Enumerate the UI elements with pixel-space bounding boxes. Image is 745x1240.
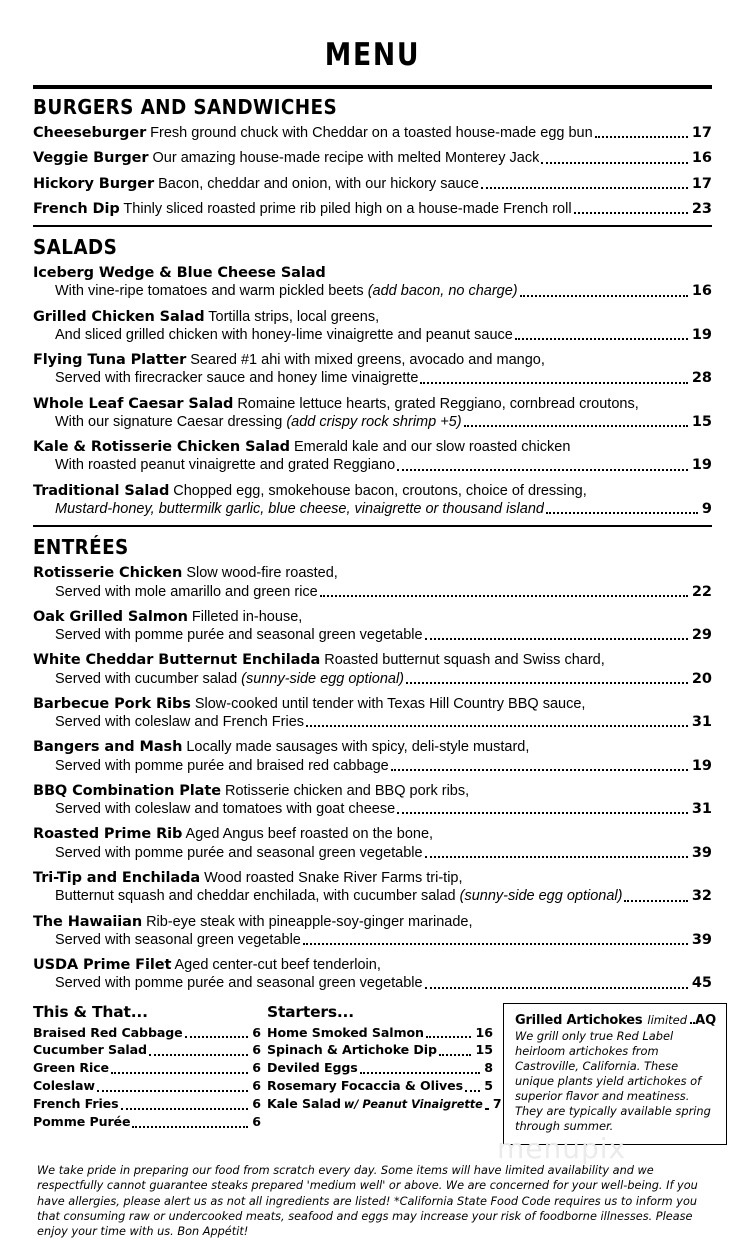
menu-item (33, 149, 712, 167)
starter-item-name: Deviled Eggs (267, 1060, 358, 1076)
menu-item-text (33, 369, 418, 387)
menu-item-text (33, 913, 473, 931)
menu-item-description: Fresh ground chuck with Cheddar on a toasted house-made egg bun (150, 125, 593, 141)
menu-item-line (33, 974, 712, 992)
menu-item-text (33, 264, 326, 282)
side-item-price: 6 (252, 1060, 261, 1076)
menu-item-line (33, 564, 712, 582)
menu-item-description: Seared #1 ahi with mixed greens, avocado and mango, (190, 352, 545, 369)
leader-dots (185, 1035, 249, 1038)
starter-item-row (267, 1024, 493, 1042)
menu-item-description: With roasted peanut vinaigrette and grated Reggiano (55, 457, 396, 474)
leader-dots (132, 1125, 248, 1128)
menu-item-line (33, 626, 712, 644)
menu-item-description: Rib-eye steak with pineapple-soy-ginger marinade, (146, 913, 473, 930)
menu-item-description: Served with pomme purée and seasonal green vegetable (55, 975, 423, 992)
leader-dots (149, 1053, 248, 1056)
menu-item-price: 22 (691, 583, 712, 600)
menu-item-text (33, 500, 544, 518)
leader-dots (607, 665, 708, 666)
menu-item-text (33, 757, 389, 775)
leader-dots (97, 1089, 248, 1092)
menu-item-name: Tri-Tip and Enchilada (33, 869, 201, 886)
leader-dots (465, 1089, 480, 1092)
menu-item-description: Chopped egg, smokehouse bacon, croutons, choice of dressing, (173, 482, 587, 499)
leader-dots (481, 186, 688, 189)
menu-item (33, 695, 712, 732)
menu-item-price: 17 (691, 175, 712, 192)
menu-item-line (33, 757, 712, 775)
grilled-artichokes-box (503, 1003, 727, 1145)
feature-title-row (515, 1013, 716, 1028)
menu-item-price: 17 (691, 125, 712, 141)
menu-item-price: 31 (691, 714, 712, 731)
menu-item-text (33, 438, 570, 456)
menu-item-name: Flying Tuna Platter (33, 352, 187, 369)
menu-item-description: Served with coleslaw and French Fries (55, 714, 305, 731)
leader-dots (340, 578, 708, 579)
starter-item-price: 15 (475, 1042, 493, 1058)
starters-column (261, 1002, 502, 1113)
leader-dots (320, 594, 688, 597)
menu-item-text (33, 308, 379, 326)
menu-section (33, 225, 712, 518)
section-divider (33, 85, 712, 89)
menu-item-name: BBQ Combination Plate (33, 782, 221, 799)
page-title: MENU (324, 37, 421, 73)
menu-item-text (33, 974, 423, 992)
menu-item-name: Roasted Prime Rib (33, 826, 183, 843)
menu-item-line (33, 583, 712, 601)
menu-item-text (33, 608, 302, 626)
menu-item-description: Slow wood-fire roasted, (186, 565, 338, 582)
feature-leader-dots (690, 1021, 693, 1024)
menu-item-name: Iceberg Wedge & Blue Cheese Salad (33, 265, 326, 282)
menu-item-description: And sliced grilled chicken with honey-lime vinaigrette and peanut sauce (55, 326, 513, 343)
leader-dots (304, 621, 708, 622)
menu-item-text (33, 395, 639, 413)
leader-dots (328, 277, 708, 278)
leader-dots (425, 637, 688, 640)
menu-item-text (33, 413, 462, 431)
menu-item-price: 31 (691, 801, 712, 818)
starter-item-name: Kale Salad (267, 1096, 341, 1112)
starter-item-price: 8 (484, 1060, 493, 1076)
starter-item-price: 7 (492, 1096, 502, 1112)
side-item-row (33, 1113, 261, 1131)
side-item-row (33, 1077, 261, 1095)
menu-item-description: Served with firecracker sauce and honey lime vinaigrette (55, 370, 419, 387)
leader-dots (595, 135, 688, 138)
leader-dots (465, 882, 708, 883)
side-item-name: Green Rice (33, 1060, 110, 1076)
menu-item-line (33, 456, 712, 474)
menu-item-line (33, 800, 712, 818)
section-heading: SALADS (33, 235, 118, 260)
menu-item-description: Served with pomme purée and braised red cabbage (55, 757, 389, 774)
menu-item-price: 29 (691, 627, 712, 644)
menu-item-line (33, 956, 712, 974)
starter-item-row (267, 1059, 493, 1077)
menu-item-description: Slow-cooked until tender with Texas Hill Country BBQ sauce, (194, 695, 586, 712)
leader-dots (420, 381, 687, 384)
side-item-row (33, 1095, 261, 1113)
menu-item (33, 782, 712, 819)
menu-item-line (33, 264, 712, 282)
menu-item-line (33, 124, 712, 142)
leader-dots (464, 424, 688, 427)
menu-item-text (33, 456, 395, 474)
side-item-price: 6 (252, 1024, 261, 1040)
menu-item-price: 15 (691, 413, 712, 430)
leader-dots (541, 161, 687, 164)
this-and-that-list (33, 1024, 261, 1131)
starter-item-note: w/ Peanut Vinaigrette (343, 1097, 483, 1111)
menu-item-line (33, 670, 712, 688)
section-heading: BURGERS AND SANDWICHES (33, 95, 338, 119)
starter-item-row (267, 1041, 493, 1059)
menu-item-line (33, 308, 712, 326)
section-divider (33, 225, 712, 227)
leader-dots (641, 408, 708, 409)
menu-item-text (33, 200, 572, 218)
starter-item-row (267, 1077, 493, 1095)
menu-item-name: The Hawaiian (33, 913, 143, 930)
menu-item (33, 395, 712, 432)
menu-item-line (33, 395, 712, 413)
feature-title: Grilled Artichokes (515, 1012, 643, 1028)
side-item-row (33, 1024, 261, 1042)
menu-item-text (33, 564, 338, 582)
menu-item-note: (sunny-side egg optional) (241, 670, 404, 687)
this-and-that-column (33, 1003, 261, 1131)
menu-item-text (33, 800, 395, 818)
menu-item-name: Veggie Burger (33, 150, 149, 167)
menu-item-name: Cheeseburger (33, 125, 147, 141)
leader-dots (406, 681, 688, 684)
menu-item-description: Emerald kale and our slow roasted chicken (293, 439, 571, 456)
side-item-name: Braised Red Cabbage (33, 1024, 183, 1040)
menu-item-line (33, 869, 712, 887)
menu-item-text (33, 825, 433, 843)
menu-item-name: Rotisserie Chicken (33, 565, 183, 582)
menu-item-note: (sunny-side egg optional) (459, 888, 623, 905)
menu-item-text (33, 738, 529, 756)
menu-item-name: Bangers and Mash (33, 739, 183, 756)
menu-item-name: Kale & Rotisserie Chicken Salad (33, 439, 290, 456)
menu-item-text (33, 887, 622, 905)
menu-item-description: Wood roasted Snake River Farms tri-tip, (204, 869, 463, 886)
leader-dots (475, 926, 709, 927)
menu-item-note: Mustard-honey, buttermilk garlic, blue cheese, vinaigrette or thousand island (55, 500, 544, 517)
menu-item (33, 564, 712, 601)
menu-item (33, 825, 712, 862)
menu-item (33, 651, 712, 688)
menu-item (33, 913, 712, 950)
side-item-row (33, 1059, 261, 1077)
side-item-name: Pomme Purée (33, 1113, 131, 1129)
menu-item-line (33, 608, 712, 626)
menu-item-text (33, 931, 301, 949)
menu-item-name: White Cheddar Butternut Enchilada (33, 652, 321, 669)
menu-item-text (33, 782, 469, 800)
menu-item-name: Whole Leaf Caesar Salad (33, 395, 234, 412)
menupix-watermark: menupix (497, 1132, 627, 1165)
menu-item-line (33, 413, 712, 431)
side-item-name: Coleslaw (33, 1078, 95, 1094)
leader-dots (425, 855, 688, 858)
menu-item (33, 869, 712, 906)
leader-dots (435, 839, 708, 840)
leader-dots (572, 451, 708, 452)
menu-item-text (33, 124, 593, 142)
menu-item-text (33, 583, 318, 601)
side-item-name: Cucumber Salad (33, 1042, 147, 1058)
leader-dots (381, 321, 708, 322)
menu-item-text (33, 695, 585, 713)
menu-item (33, 124, 712, 142)
menu-item-price: 23 (691, 200, 712, 217)
menu-item-price: 16 (691, 150, 712, 167)
menu-item-line (33, 200, 712, 218)
menu-item-price: 19 (691, 457, 712, 474)
menu-item-description: Aged center-cut beef tenderloin, (174, 957, 381, 974)
menu-item-name: USDA Prime Filet (33, 957, 172, 974)
leader-dots (121, 1107, 249, 1110)
starters-list (267, 1024, 502, 1113)
menu-item-line (33, 369, 712, 387)
menu-item-description: Thinly sliced roasted prime rib piled high on a house-made French roll (123, 200, 572, 217)
leader-dots (391, 768, 688, 771)
side-item-price: 6 (252, 1096, 261, 1112)
menu-sections (33, 85, 712, 993)
menu-item-description: Served with seasonal green vegetable (55, 931, 301, 948)
leader-dots (485, 1107, 489, 1110)
menu-item-price: 9 (701, 500, 712, 517)
menu-item-description: Served with cucumber salad (55, 670, 242, 687)
menu-item-price: 39 (691, 844, 712, 861)
menu-item (33, 608, 712, 645)
menu-item-description: Rotisserie chicken and BBQ pork ribs, (224, 782, 470, 799)
leader-dots (426, 1035, 472, 1038)
section-divider (33, 525, 712, 527)
menu-item-description: Filleted in-house, (191, 608, 303, 625)
leader-dots (520, 294, 688, 297)
feature-column (493, 1003, 727, 1145)
menu-item-description: Served with pomme purée and seasonal green vegetable (55, 627, 423, 644)
menu-item-note: (add bacon, no charge) (367, 283, 518, 300)
menu-item-text (33, 482, 587, 500)
menu-item-line (33, 844, 712, 862)
menu-item-line (33, 825, 712, 843)
leader-dots (425, 986, 688, 989)
menu-item (33, 351, 712, 388)
menu-item-line (33, 282, 712, 300)
leader-dots (439, 1053, 472, 1056)
menu-item-line (33, 149, 712, 167)
menu-item-line (33, 713, 712, 731)
menu-item (33, 200, 712, 218)
menu-item-line (33, 351, 712, 369)
menu-item-text (33, 651, 605, 669)
menu-item-description: Bacon, cheddar and onion, with our hickory sauce (158, 175, 479, 192)
menu-item-text (33, 175, 479, 193)
menu-item-description: Roasted butternut squash and Swiss chard, (324, 652, 605, 669)
menu-item-line (33, 695, 712, 713)
menu-item-description: Served with coleslaw and tomatoes with goat cheese (55, 801, 396, 818)
menu-item (33, 175, 712, 193)
menu-item (33, 438, 712, 475)
leader-dots (303, 942, 688, 945)
menu-item-description: Aged Angus beef roasted on the bone, (185, 826, 434, 843)
leader-dots (515, 337, 688, 340)
bottom-columns (33, 1002, 717, 1145)
menu-item-price: 19 (691, 757, 712, 774)
menu-item-line (33, 175, 712, 193)
menu-item-line (33, 438, 712, 456)
menu-item-description: Butternut squash and cheddar enchilada, with cucumber salad (55, 888, 460, 905)
menu-item-line (33, 500, 712, 518)
menu-item-description: Tortilla strips, local greens, (208, 308, 380, 325)
menu-item-description: Locally made sausages with spicy, deli-style mustard, (186, 739, 530, 756)
leader-dots (111, 1071, 248, 1074)
section-heading: ENTRÉES (33, 535, 129, 560)
menu-item (33, 264, 712, 301)
leader-dots (471, 795, 708, 796)
menu-item-description: Served with pomme purée and seasonal green vegetable (55, 844, 423, 861)
menu-item-price: 19 (691, 326, 712, 343)
menu-item-line (33, 782, 712, 800)
side-item-name: French Fries (33, 1096, 119, 1112)
menu-item-description: Our amazing house-made recipe with melted Monterey Jack (152, 150, 540, 167)
menu-item-name: Barbecue Pork Ribs (33, 695, 191, 712)
menu-item-text (33, 670, 404, 688)
leader-dots (397, 468, 688, 471)
menu-item-line (33, 326, 712, 344)
menu-item-text (33, 956, 381, 974)
feature-price: AQ (695, 1012, 717, 1028)
starter-item-row (267, 1095, 502, 1113)
menu-item-price: 45 (691, 975, 712, 992)
menu-item-price: 20 (691, 670, 712, 687)
menu-item-text (33, 149, 539, 167)
menu-item-name: Traditional Salad (33, 482, 170, 499)
menu-item-name: Grilled Chicken Salad (33, 308, 205, 325)
menu-item-name: Hickory Burger (33, 175, 155, 192)
leader-dots (397, 811, 688, 814)
menu-item-line (33, 931, 712, 949)
menu-item-text (33, 869, 463, 887)
menu-item (33, 308, 712, 345)
menu-item-name: Oak Grilled Salmon (33, 608, 188, 625)
menu-item-name: French Dip (33, 200, 120, 217)
leader-dots (547, 364, 708, 365)
menu-item-line (33, 651, 712, 669)
menu-item (33, 738, 712, 775)
leader-dots (574, 211, 688, 214)
menu-item-text (33, 282, 518, 300)
feature-qualifier: limited (647, 1012, 688, 1027)
leader-dots (546, 511, 698, 514)
menu-item-price: 28 (691, 370, 712, 387)
footer-disclaimer: We take pride in preparing our food from scratch every day. Some items will have limited availability and we respectfully cannot guarantee steaks prepared 'medium well' or above. We are concerned for your well-being. If you have allergies, please alert us as not all ingredients are listed! *California State Food Code requires us to inform you that consuming raw or undercooked meats, seafood and eggs may increase your risk of foodborne illnesses. Please enjoy your time with us. Bon Appétit! (37, 1163, 698, 1239)
feature-description: We grill only true Red Label heirloom artichokes from Castroville, California. These unique plants yield artichokes of superior flavor and meatiness. They are typically available spring through summer. (515, 1028, 711, 1133)
side-item-price: 6 (252, 1042, 261, 1058)
starters-heading: Starters... (267, 1002, 354, 1021)
side-item-row (33, 1041, 261, 1059)
leader-dots (624, 899, 687, 902)
menu-item-text (33, 326, 513, 344)
menu-item-text (33, 713, 304, 731)
leader-dots (589, 495, 708, 496)
starter-item-name: Rosemary Focaccia & Olives (267, 1078, 464, 1094)
menu-item-description: With vine-ripe tomatoes and warm pickled beets (55, 283, 368, 300)
menu-item-description: Romaine lettuce hearts, grated Reggiano, cornbread croutons, (237, 395, 639, 412)
starter-item-price: 5 (484, 1078, 493, 1094)
menu-item-price: 32 (691, 888, 712, 905)
menu-item-line (33, 913, 712, 931)
this-and-that-heading: This & That... (33, 1002, 148, 1021)
menu-item-text (33, 351, 545, 369)
menu-item-text (33, 626, 423, 644)
menu-section (33, 85, 712, 218)
menu-item (33, 956, 712, 993)
menu-item-note: (add crispy rock shrimp +5) (286, 413, 462, 430)
side-item-price: 6 (252, 1078, 261, 1094)
menu-item-text (33, 844, 423, 862)
menu-item-line (33, 482, 712, 500)
leader-dots (587, 708, 708, 709)
leader-dots (531, 752, 708, 753)
starter-item-name: Spinach & Artichoke Dip (267, 1042, 437, 1058)
leader-dots (306, 724, 688, 727)
menu-item-price: 39 (691, 931, 712, 948)
menu-section (33, 525, 712, 992)
menu-item-line (33, 738, 712, 756)
starter-item-name: Home Smoked Salmon (267, 1024, 424, 1040)
starter-item-price: 16 (475, 1024, 493, 1040)
menu-item-price: 16 (691, 283, 712, 300)
side-item-price: 6 (252, 1113, 261, 1129)
menu-item (33, 482, 712, 519)
leader-dots (360, 1071, 481, 1074)
menu-item-description: Served with mole amarillo and green rice (55, 583, 318, 600)
menu-item-line (33, 887, 712, 905)
menu-item-description: With our signature Caesar dressing (55, 413, 287, 430)
leader-dots (383, 969, 708, 970)
